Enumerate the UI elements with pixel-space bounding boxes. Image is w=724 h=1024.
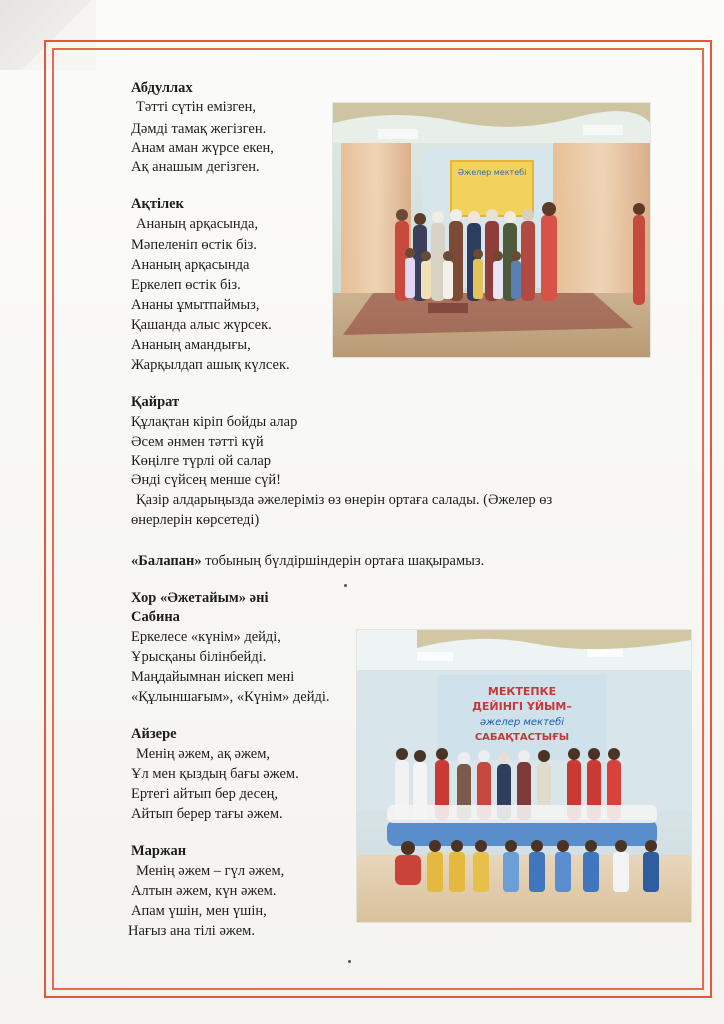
speaker-name: Сабина (131, 609, 180, 625)
narration-balapan (131, 552, 484, 571)
narration-line: Қазір алдарыңызда әжелеріміз өз өнерін ортаға салады. (Әжелер өз (136, 492, 553, 508)
photo-illustration (333, 103, 650, 357)
poem-line: Анам аман жүрсе екен, (131, 140, 274, 156)
poem-line: Ақ анашым дегізген. (131, 159, 260, 175)
banner-line: әжелер мектебі (479, 717, 565, 728)
group-name: «Балапан» (131, 553, 202, 569)
poem-line: Нағыз ана тілі әжем. (128, 923, 255, 939)
photo-illustration (357, 630, 691, 922)
poem-line: Әсем әнмен тәтті күй (131, 434, 264, 450)
event-photo-grandmothers (333, 103, 650, 357)
poem-line: Көңілге түрлі ой салар (131, 453, 272, 469)
poem-line: Апам үшін, мен үшін, (131, 903, 267, 919)
poem-line: Әнді сүйсең менше сүй! (131, 472, 282, 488)
poem-line: Менің әжем, ақ әжем, (136, 746, 271, 762)
speaker-name: Қайрат (131, 394, 180, 410)
speaker-name: Маржан (131, 843, 187, 859)
poem-line: «Құлыншағым», «Күнім» дейді. (131, 689, 330, 705)
poem-line: Ұрысқаны білінбейді. (131, 649, 267, 665)
poem-line: Ананың арқасында (131, 257, 250, 273)
poem-line: Еркелеп өстік біз. (131, 277, 241, 293)
poem-line: Менің әжем – гүл әжем, (136, 863, 285, 879)
speaker-name: Абдуллах (131, 80, 193, 96)
speck (344, 584, 347, 587)
poem-line: Ананың амандығы, (131, 337, 251, 353)
poem-line: Ананың арқасында, (136, 216, 259, 232)
narration-line: өнерлерін көрсетеді) (131, 512, 260, 528)
poem-line: Ертегі айтып бер десең, (131, 786, 279, 802)
speaker-name: Ақтілек (131, 196, 184, 212)
poem-line: Құлақтан кіріп бойды алар (131, 414, 298, 430)
event-photo-children (357, 630, 691, 922)
speaker-name: Айзере (131, 726, 177, 742)
poem-line: Мәпеленіп өстік біз. (131, 237, 257, 253)
poem-line: Маңдайымнан иіскеп мені (131, 669, 295, 685)
banner-line: САБАҚТАСТЫҒЫ (474, 732, 570, 743)
banner-text: Әжелер мектебі (457, 168, 527, 177)
poem-line: Тәтті сүтін емізген, (136, 99, 257, 115)
speck (348, 960, 351, 963)
poem-line: Алтын әжем, күн әжем. (131, 883, 277, 899)
poem-line: Еркелесе «күнім» дейді, (131, 629, 281, 645)
banner-line: ДЕЙІНГІ ҰЙЫМ– (472, 700, 572, 713)
banner-line: МЕКТЕПКЕ (487, 685, 557, 698)
poem-line: Ұл мен қыздың бағы әжем. (131, 766, 299, 782)
narration-text: тобының бүлдіршіндерін ортаға шақырамыз. (201, 553, 485, 569)
poem-line: Қашанда алыс жүрсек. (131, 317, 272, 333)
poem-line: Жарқылдап ашық күлсек. (131, 357, 290, 373)
poem-line: Дәмді тамақ жегізген. (131, 121, 267, 137)
poem-line: Айтып берер тағы әжем. (131, 806, 283, 822)
poem-line: Ананы ұмытпаймыз, (131, 297, 260, 313)
song-title: Хор «Әжетайым» әні (131, 590, 269, 606)
